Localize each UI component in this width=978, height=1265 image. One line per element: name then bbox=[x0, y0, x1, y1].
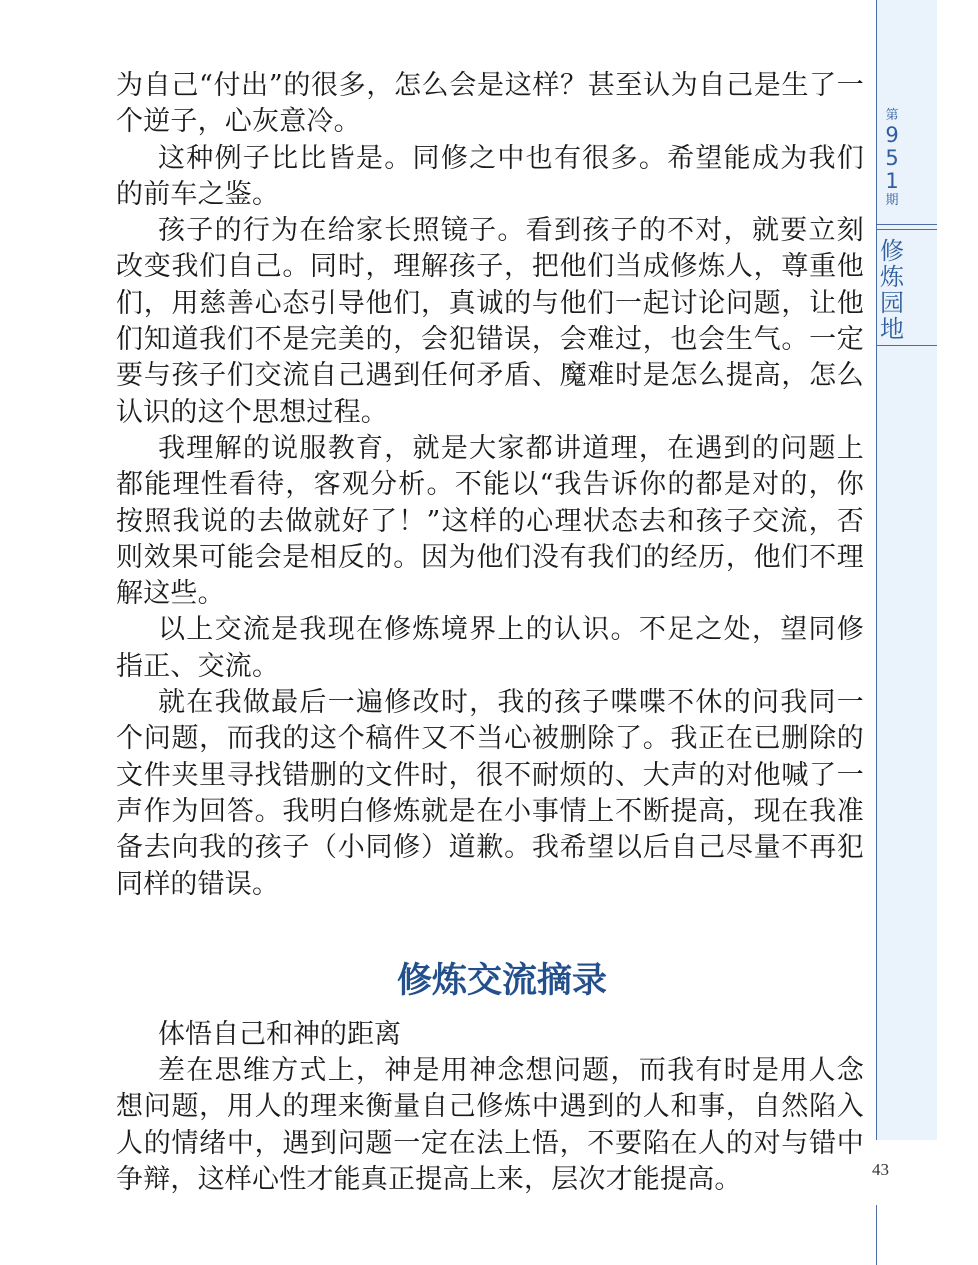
column-title-char: 炼 bbox=[880, 263, 904, 291]
paragraph: 为自己“付出”的很多，怎么会是这样？甚至认为自己是生了一个逆子，心灰意冷。 bbox=[116, 70, 864, 138]
issue-digit: 9 bbox=[885, 123, 899, 147]
paragraph: 差在思维方式上，神是用神念想问题，而我有时是用人念想问题，用人的理来衡量自己修炼中遇到的人和事，自然陷入人的情绪中，遇到问题一定在法上悟，不要陷在人的对与错中争辩，这样心性才能真正提高上来，层次才能提高。 bbox=[116, 1055, 864, 1196]
column-title-char: 园 bbox=[880, 289, 904, 317]
paragraph: 我理解的说服教育，就是大家都讲道理，在遇到的问题上都能理性看待，客观分析。不能以“我告诉你的都是对的，你按照我说的去做就好了！”这样的心理状态去和孩子交流，否则效果可能会是相反的。因为他们没有我们的经历，他们不理解这些。 bbox=[116, 432, 864, 610]
paragraph: 这种例子比比皆是。同修之中也有很多。希望能成为我们的前车之鉴。 bbox=[116, 142, 864, 210]
issue-digit: 5 bbox=[885, 146, 899, 170]
section-subtitle: 体悟自己和神的距离 bbox=[158, 1018, 401, 1050]
sidebar-divider bbox=[877, 224, 937, 225]
sidebar-divider bbox=[877, 345, 937, 346]
sidebar-divider bbox=[877, 229, 937, 230]
issue-number bbox=[877, 108, 907, 209]
issue-suffix: 期 bbox=[885, 193, 899, 208]
issue-prefix: 第 bbox=[885, 108, 899, 123]
column-title bbox=[877, 238, 907, 342]
paragraph: 孩子的行为在给家长照镜子。看到孩子的不对，就要立刻改变我们自己。同时，理解孩子，把他们当成修炼人，尊重他们，用慈善心态引导他们，真诚的与他们一起讨论问题，让他们知道我们不是完美的，会犯错误，会难过，也会生气。一定要与孩子们交流自己遇到任何矛盾、魔难时是怎么提高，怎么认识的这个思想过程。 bbox=[116, 215, 864, 428]
issue-digit: 1 bbox=[885, 169, 899, 193]
column-title-char: 修 bbox=[880, 237, 904, 265]
paragraph: 就在我做最后一遍修改时，我的孩子喋喋不休的问我同一个问题，而我的这个稿件又不当心被删除了。我正在已删除的文件夹里寻找错删的文件时，很不耐烦的、大声的对他喊了一声作为回答。我明白修炼就是在小事情上不断提高，现在我准备去向我的孩子（小同修）道歉。我希望以后自己尽量不再犯同样的错误。 bbox=[116, 687, 864, 900]
page-number: 43 bbox=[872, 1160, 889, 1179]
sidebar-rule bbox=[876, 1205, 877, 1265]
section-title: 修炼交流摘录 bbox=[396, 959, 607, 1001]
sidebar-strip bbox=[876, 0, 937, 1140]
column-title-char: 地 bbox=[880, 315, 904, 343]
paragraph: 以上交流是我现在修炼境界上的认识。不足之处，望同修指正、交流。 bbox=[116, 614, 864, 682]
article-body bbox=[116, 68, 864, 1198]
